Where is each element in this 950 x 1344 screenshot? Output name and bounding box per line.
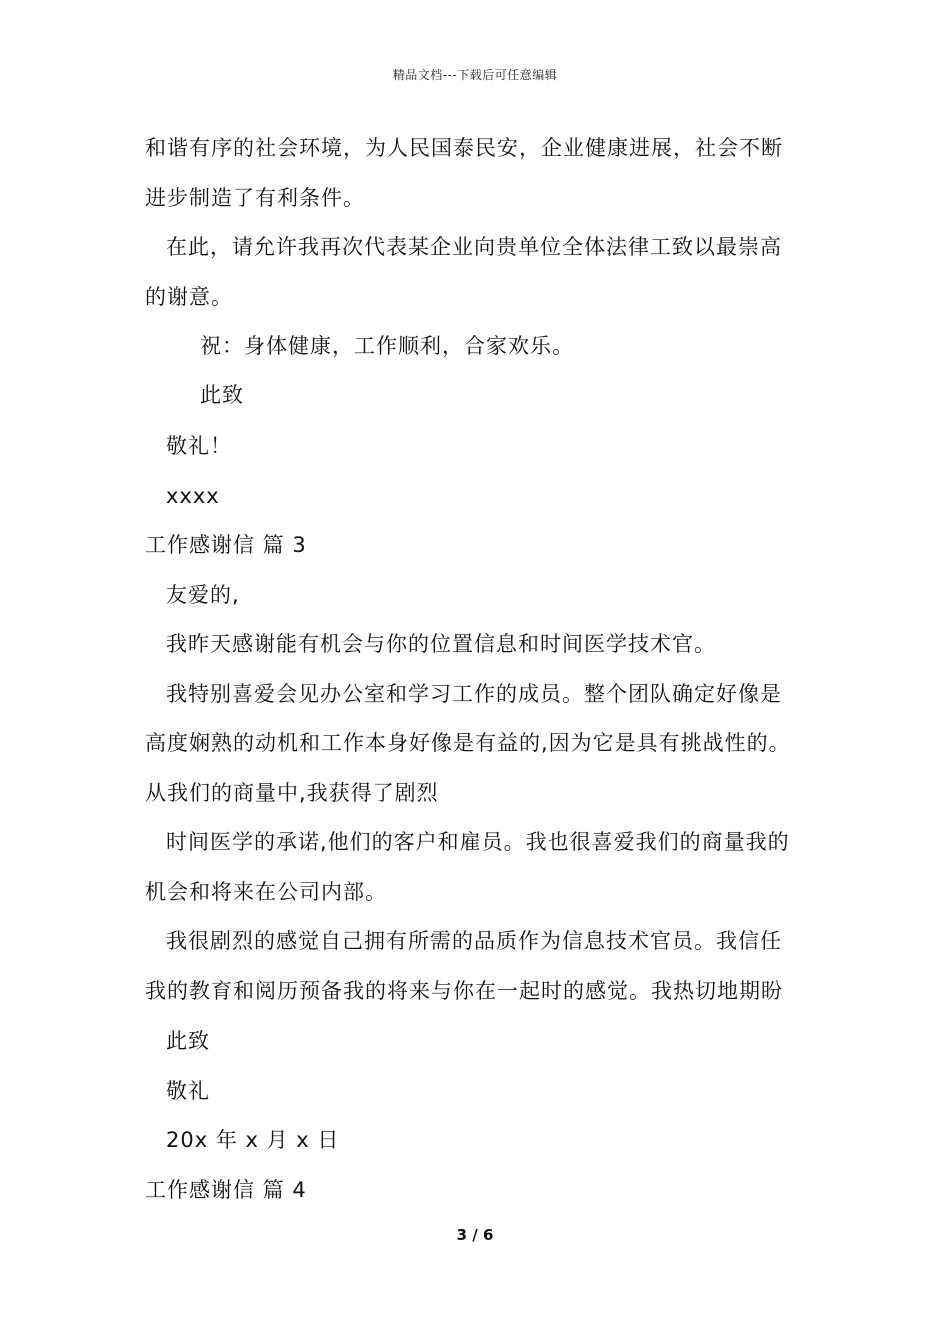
paragraph-line: 我昨天感谢能有机会与你的位置信息和时间医学技术官。	[166, 632, 716, 656]
page-number: 3 / 6	[456, 1226, 494, 1244]
salutation: 友爱的,	[166, 583, 240, 607]
paragraph-line: 我很剧烈的感觉自己拥有所需的品质作为信息技术官员。我信任	[166, 929, 782, 953]
date-line: 20x 年 x 月 x 日	[166, 1128, 340, 1152]
paragraph-line: 时间医学的承诺,他们的客户和雇员。我也很喜爱我们的商量我的	[166, 830, 790, 854]
paragraph-line: 机会和将来在公司内部。	[145, 880, 387, 904]
paragraph-line: 在此，请允许我再次代表某企业向贵单位全体法律工致以最崇高	[166, 235, 782, 259]
closing-jingli: 敬礼！	[166, 434, 232, 458]
signature: xxxx	[166, 484, 220, 508]
paragraph-line: 进步制造了有利条件。	[145, 186, 365, 210]
paragraph-line: 我的教育和阅历预备我的将来与你在一起时的感觉。我热切地期盼	[145, 979, 783, 1003]
section-heading: 工作感谢信 篇 4	[145, 1178, 307, 1202]
paragraph-line: 我特别喜爱会见办公室和学习工作的成员。整个团队确定好像是	[166, 682, 782, 706]
closing-cizhi: 此致	[200, 383, 244, 407]
section-heading: 工作感谢信 篇 3	[145, 533, 307, 557]
page-header: 精品文档---下载后可任意编辑	[392, 68, 558, 82]
greeting-wishes: 祝：身体健康，工作顺利，合家欢乐。	[200, 334, 574, 358]
paragraph-line: 的谢意。	[145, 285, 233, 309]
paragraph-line: 高度娴熟的动机和工作本身好像是有益的,因为它是具有挑战性的。	[145, 731, 791, 755]
closing-jingli: 敬礼	[166, 1079, 210, 1103]
paragraph-line: 从我们的商量中,我获得了剧烈	[145, 781, 439, 805]
closing-cizhi: 此致	[166, 1029, 210, 1053]
paragraph-line: 和谐有序的社会环境，为人民国泰民安，企业健康进展，社会不断	[145, 136, 783, 160]
